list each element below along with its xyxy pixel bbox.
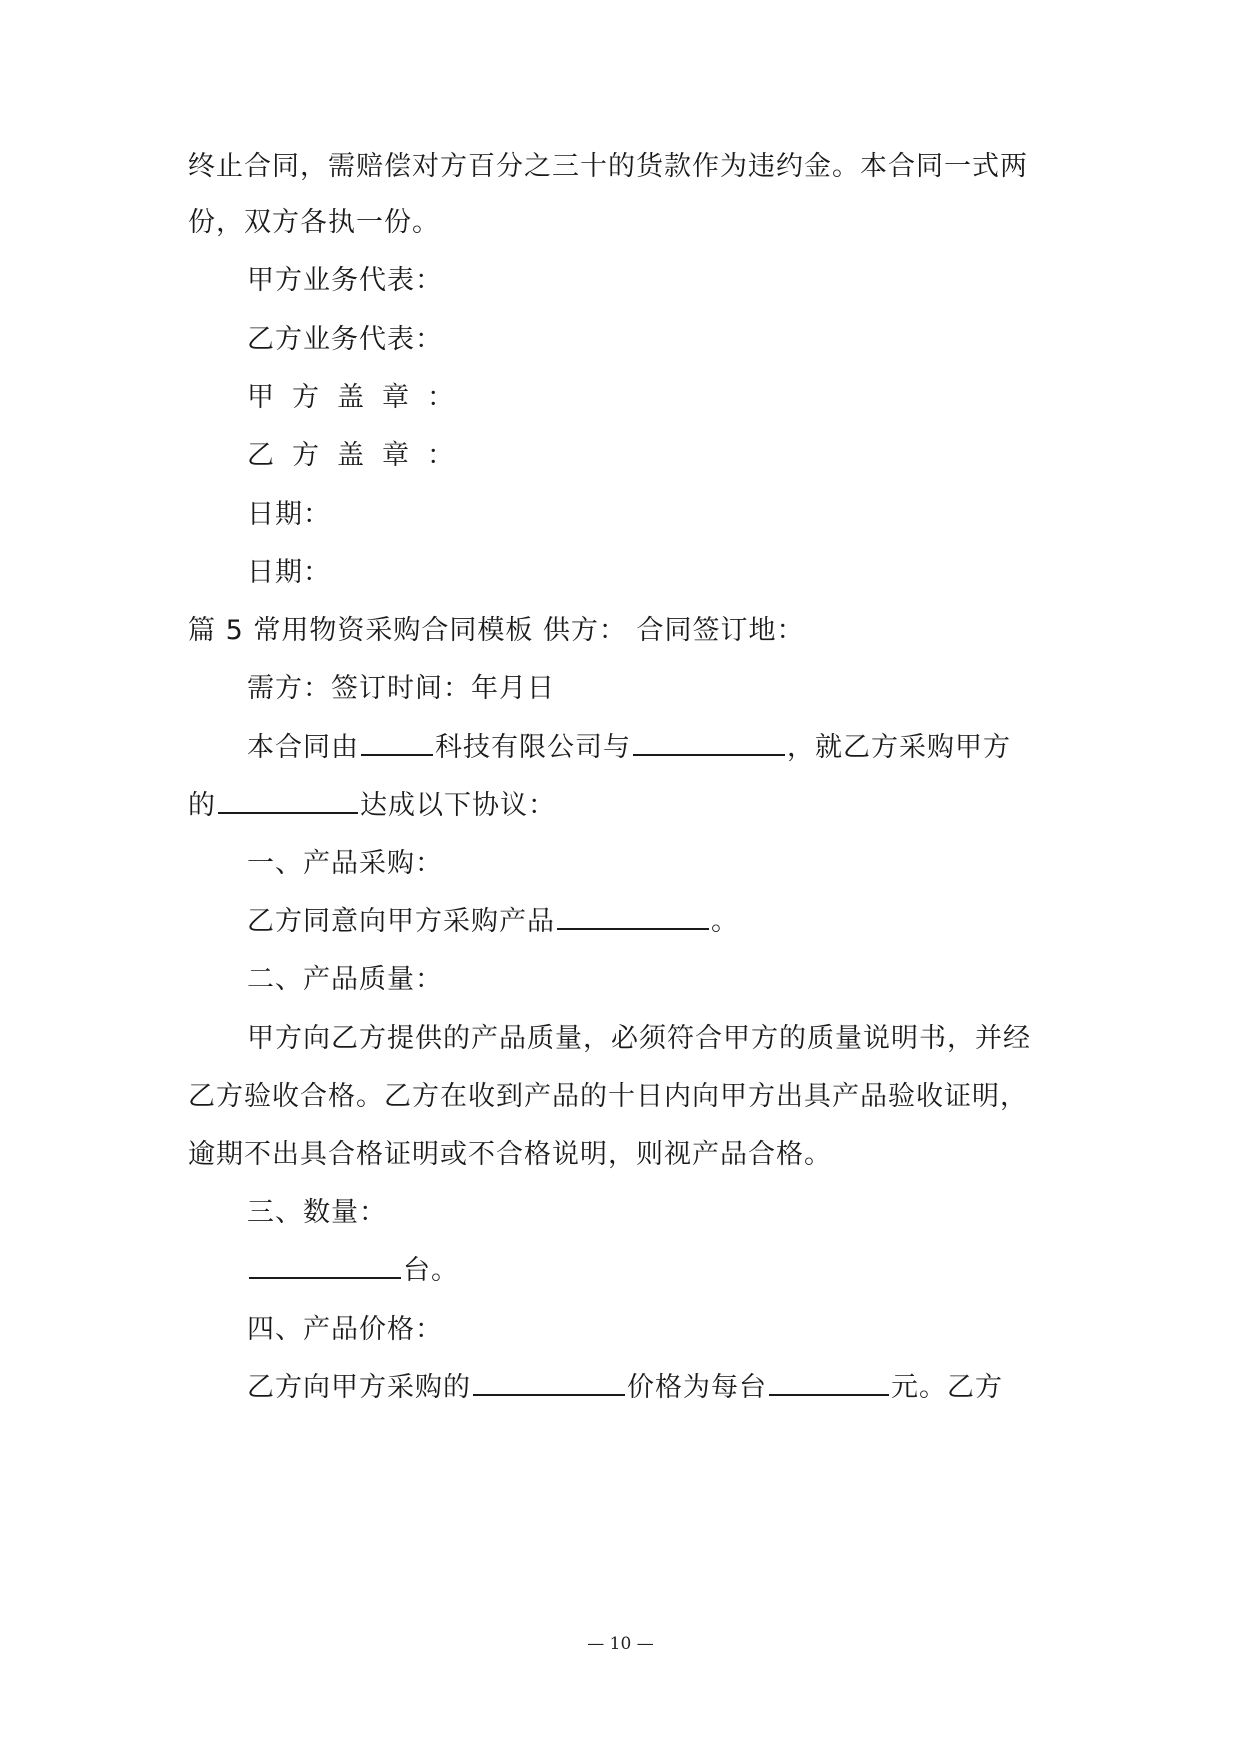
party-a-seal-label: 甲方盖章： <box>247 382 472 413</box>
text-span: 价格为每台 <box>627 1372 767 1403</box>
text-span: 达成以下协议： <box>360 790 556 821</box>
text-line: 份，双方各执一份。 <box>188 207 440 238</box>
fill-in-blank[interactable] <box>633 728 785 756</box>
fill-in-blank[interactable] <box>769 1368 889 1396</box>
text-line <box>247 1368 1003 1408</box>
party-b-representative-label: 乙方业务代表： <box>247 324 443 355</box>
text-span: 。 <box>711 906 739 937</box>
page-number: — 10 — <box>587 1634 654 1654</box>
text-span: ，就乙方采购甲方 <box>787 732 1011 763</box>
text-span: 元。乙方 <box>891 1372 1003 1403</box>
text-line <box>247 1251 459 1291</box>
party-a-representative-label: 甲方业务代表： <box>247 265 443 296</box>
fill-in-blank[interactable] <box>218 786 358 814</box>
text-line: 甲方向乙方提供的产品质量，必须符合甲方的质量说明书，并经 <box>247 1023 1031 1054</box>
fill-in-blank[interactable] <box>249 1251 401 1279</box>
text-line: 逾期不出具合格证明或不合格说明，则视产品合格。 <box>188 1139 832 1170</box>
text-line <box>188 786 556 826</box>
text-line <box>247 902 739 942</box>
party-b-seal-label: 乙方盖章： <box>247 440 472 471</box>
date-label: 日期： <box>247 499 331 530</box>
text-span: 乙方向甲方采购的 <box>247 1372 471 1403</box>
text-span: 本合同由 <box>247 732 359 763</box>
clause-heading: 四、产品价格： <box>247 1314 443 1345</box>
text-line: 需方：签订时间：年月日 <box>247 673 555 704</box>
clause-heading: 二、产品质量： <box>247 964 443 995</box>
fill-in-blank[interactable] <box>361 728 433 756</box>
text-span: 乙方同意向甲方采购产品 <box>247 906 555 937</box>
text-line: 终止合同，需赔偿对方百分之三十的货款作为违约金。本合同一式两 <box>188 151 1028 182</box>
text-span: 台。 <box>403 1255 459 1286</box>
clause-heading: 一、产品采购： <box>247 848 443 879</box>
text-line <box>247 728 1011 768</box>
text-line: 乙方验收合格。乙方在收到产品的十日内向甲方出具产品验收证明， <box>188 1081 1028 1112</box>
clause-heading: 三、数量： <box>247 1197 387 1228</box>
text-span: 的 <box>188 790 216 821</box>
fill-in-blank[interactable] <box>557 902 709 930</box>
section-heading: 篇 5 常用物资采购合同模板 供方： 合同签订地： <box>188 615 805 646</box>
text-span: 科技有限公司与 <box>435 732 631 763</box>
date-label: 日期： <box>247 557 331 588</box>
fill-in-blank[interactable] <box>473 1368 625 1396</box>
